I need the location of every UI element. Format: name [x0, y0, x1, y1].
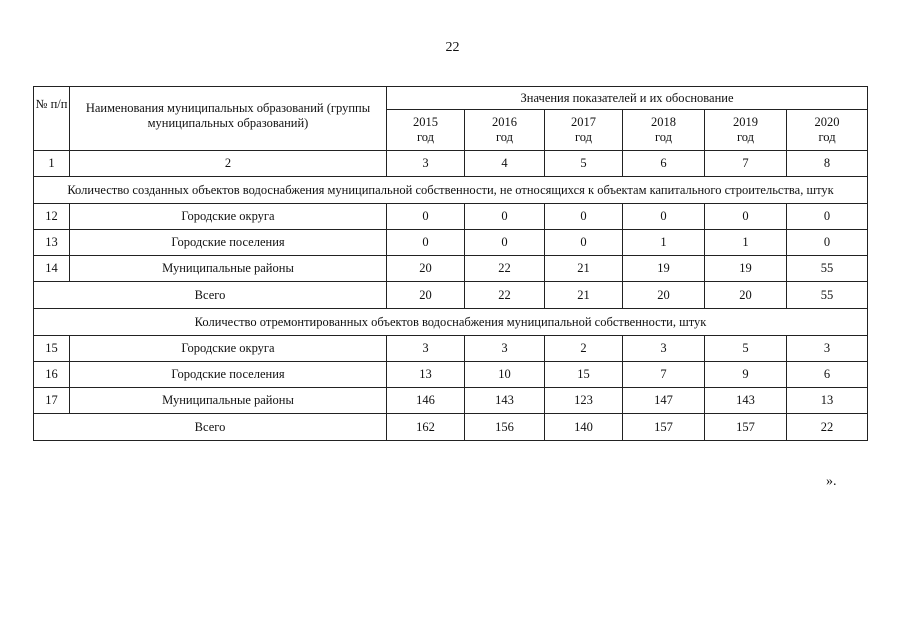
- total-value: 157: [623, 414, 705, 441]
- row-value: 0: [545, 204, 623, 230]
- year-unit: год: [495, 130, 514, 144]
- row-name: Городские поселения: [70, 230, 387, 256]
- row-value: 9: [705, 362, 787, 388]
- row-name: Городские округа: [70, 336, 387, 362]
- year-unit: год: [574, 130, 593, 144]
- total-value: 22: [465, 282, 545, 309]
- column-number: 1: [34, 151, 70, 177]
- row-value: 0: [465, 204, 545, 230]
- total-value: 20: [387, 282, 465, 309]
- header-year-2018: [623, 110, 705, 151]
- row-value: 0: [387, 204, 465, 230]
- indicators-table: [33, 86, 868, 441]
- row-value: 21: [545, 256, 623, 282]
- table-row: [34, 388, 868, 414]
- row-number: 17: [34, 388, 70, 414]
- total-row: [34, 282, 868, 309]
- header-values: Значения показателей и их обоснование: [387, 87, 868, 110]
- row-value: 1: [705, 230, 787, 256]
- row-name: Муниципальные районы: [70, 388, 387, 414]
- section-title: Количество отремонтированных объектов водоснабжения муниципальной собственности, штук: [34, 309, 868, 336]
- row-value: 3: [465, 336, 545, 362]
- page-number: 22: [445, 40, 460, 55]
- row-value: 6: [787, 362, 868, 388]
- row-value: 13: [787, 388, 868, 414]
- total-value: 156: [465, 414, 545, 441]
- total-value: 157: [705, 414, 787, 441]
- header-year-2019: [705, 110, 787, 151]
- row-value: 3: [787, 336, 868, 362]
- section-title: Количество созданных объектов водоснабжения муниципальной собственности, не относящихся к объектам капитального строительства, штук: [34, 177, 868, 204]
- row-number: 14: [34, 256, 70, 282]
- row-name: Городские округа: [70, 204, 387, 230]
- total-label: Всего: [34, 414, 387, 441]
- row-value: 19: [623, 256, 705, 282]
- row-name: Муниципальные районы: [70, 256, 387, 282]
- row-value: 0: [705, 204, 787, 230]
- row-value: 0: [387, 230, 465, 256]
- column-number: 8: [787, 151, 868, 177]
- year-label: 2020: [814, 115, 840, 129]
- column-number: 4: [465, 151, 545, 177]
- year-unit: год: [818, 130, 836, 144]
- closing-quote: ».: [826, 474, 837, 489]
- total-value: 21: [545, 282, 623, 309]
- row-value: 0: [623, 204, 705, 230]
- table-row: [34, 204, 868, 230]
- row-value: 55: [787, 256, 868, 282]
- table-row: [34, 362, 868, 388]
- row-value: 147: [623, 388, 705, 414]
- row-value: 19: [705, 256, 787, 282]
- total-value: 162: [387, 414, 465, 441]
- table-row: [34, 336, 868, 362]
- row-value: 13: [387, 362, 465, 388]
- row-number: 12: [34, 204, 70, 230]
- row-value: 146: [387, 388, 465, 414]
- row-value: 3: [623, 336, 705, 362]
- row-value: 0: [545, 230, 623, 256]
- header-name: Наименования муниципальных образований (группы муниципальных образований): [70, 87, 387, 151]
- year-label: 2017: [571, 115, 596, 129]
- table-row: [34, 230, 868, 256]
- total-label: Всего: [34, 282, 387, 309]
- year-label: 2019: [733, 115, 758, 129]
- year-label: 2018: [651, 115, 676, 129]
- year-unit: год: [654, 130, 673, 144]
- row-value: 0: [465, 230, 545, 256]
- column-number: 2: [70, 151, 387, 177]
- column-number: 5: [545, 151, 623, 177]
- total-value: 20: [623, 282, 705, 309]
- row-value: 123: [545, 388, 623, 414]
- header-year-2020: [787, 110, 868, 151]
- row-value: 1: [623, 230, 705, 256]
- row-number: 13: [34, 230, 70, 256]
- total-row: [34, 414, 868, 441]
- row-value: 7: [623, 362, 705, 388]
- header-no: № п/п: [34, 87, 70, 151]
- row-number: 15: [34, 336, 70, 362]
- row-value: 5: [705, 336, 787, 362]
- year-label: 2015: [413, 115, 438, 129]
- row-number: 16: [34, 362, 70, 388]
- row-value: 143: [465, 388, 545, 414]
- header-year-2017: [545, 110, 623, 151]
- row-value: 22: [465, 256, 545, 282]
- column-number: 7: [705, 151, 787, 177]
- row-name: Городские поселения: [70, 362, 387, 388]
- total-value: 140: [545, 414, 623, 441]
- header-year-2015: [387, 110, 465, 151]
- year-unit: год: [736, 130, 755, 144]
- row-value: 10: [465, 362, 545, 388]
- total-value: 55: [787, 282, 868, 309]
- table-row: [34, 256, 868, 282]
- total-value: 22: [787, 414, 868, 441]
- row-value: 15: [545, 362, 623, 388]
- year-unit: год: [416, 130, 435, 144]
- column-number: 6: [623, 151, 705, 177]
- row-value: 20: [387, 256, 465, 282]
- column-number: 3: [387, 151, 465, 177]
- year-label: 2016: [492, 115, 517, 129]
- row-value: 3: [387, 336, 465, 362]
- row-value: 0: [787, 204, 868, 230]
- row-value: 0: [787, 230, 868, 256]
- row-value: 143: [705, 388, 787, 414]
- header-year-2016: [465, 110, 545, 151]
- total-value: 20: [705, 282, 787, 309]
- row-value: 2: [545, 336, 623, 362]
